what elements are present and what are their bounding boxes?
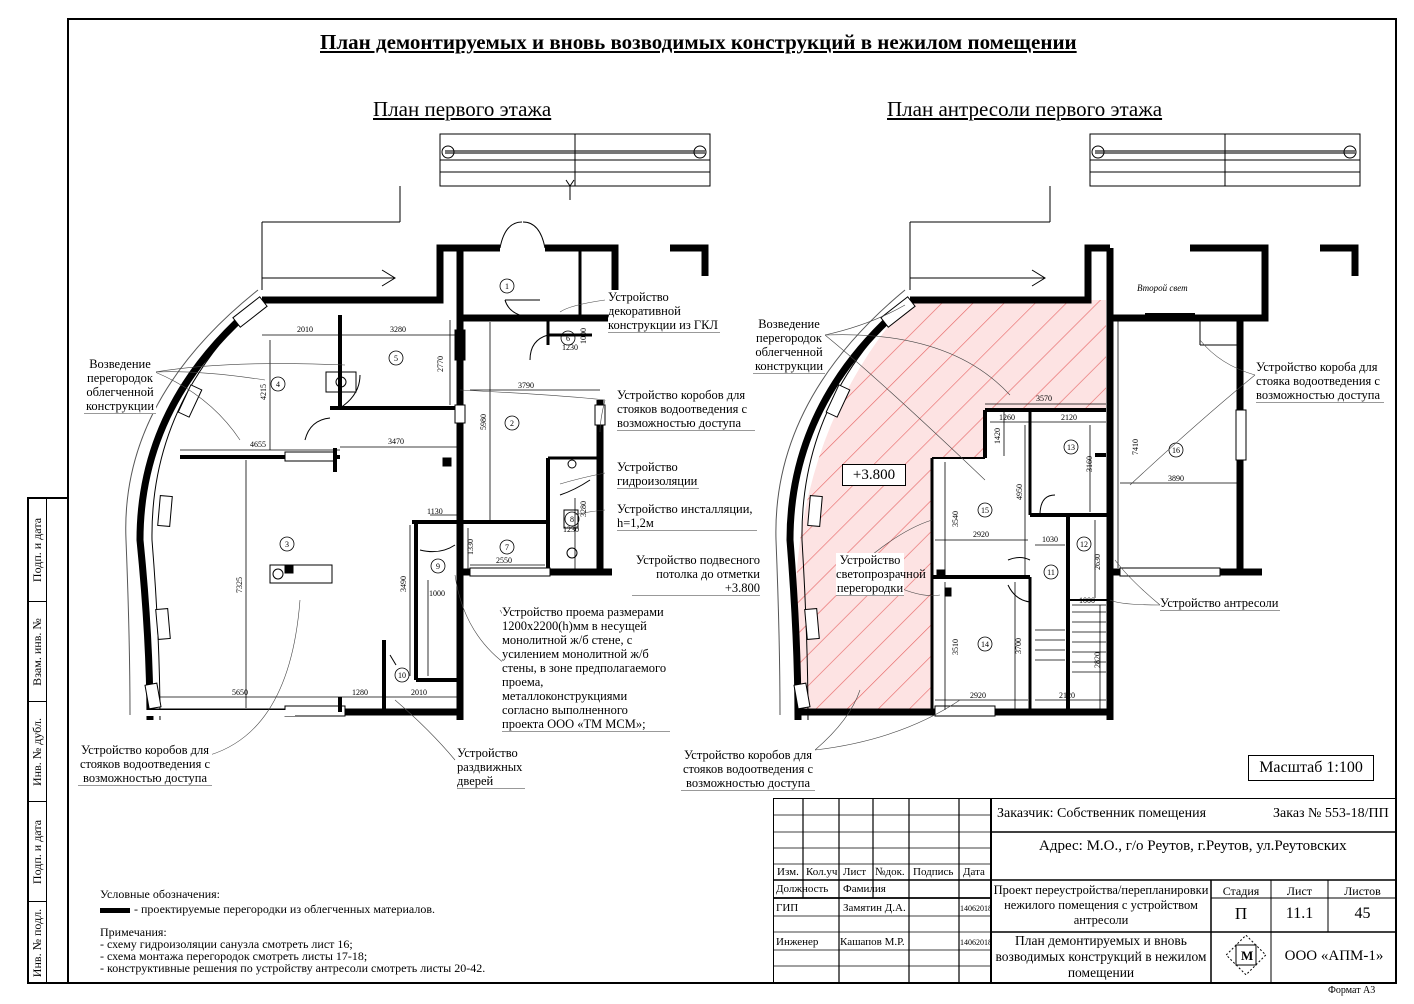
dim-label: 2630 bbox=[1093, 554, 1102, 570]
dim-label: 3700 bbox=[1014, 638, 1023, 654]
hdr-name: Фамилия bbox=[843, 883, 886, 895]
date-gip: 14062018 bbox=[960, 904, 992, 913]
hdr-role: Должность bbox=[776, 883, 829, 895]
dim-label: 2920 bbox=[970, 691, 986, 700]
note-mezzanine: Устройство антресоли bbox=[1160, 596, 1279, 610]
plan-right-title: План антресоли первого этажа bbox=[887, 97, 1163, 121]
room-number: 11 bbox=[1047, 568, 1055, 577]
role-engineer: Инженер bbox=[776, 936, 819, 948]
sidebar-label: Подп. и дата bbox=[30, 517, 44, 583]
note-line: - схему гидроизоляции санузла смотреть лист 16; bbox=[100, 937, 353, 951]
note-riser-box: Устройство короба для стояка водоотведения с возможностью доступа bbox=[1256, 360, 1384, 403]
dim-label: 4655 bbox=[250, 440, 266, 449]
legend-partition-swatch bbox=[100, 908, 130, 913]
page-title: План демонтируемых и вновь возводимых конструкций в нежилом помещении bbox=[320, 30, 1077, 54]
room-number: 10 bbox=[398, 671, 406, 680]
room-number: 9 bbox=[436, 562, 440, 571]
dim-label: 3790 bbox=[518, 381, 534, 390]
note-ceiling: Устройство подвесного потолка до отметки +3.800 bbox=[632, 553, 760, 596]
room-number: 6 bbox=[566, 334, 570, 343]
sidebar-label: Инв. № подл. bbox=[30, 908, 44, 978]
customer: Заказчик: Собственник помещения bbox=[997, 806, 1207, 821]
format-label: Формат А3 bbox=[1328, 985, 1376, 996]
dim-label: 4215 bbox=[259, 384, 268, 400]
dim-label: 1000 bbox=[429, 589, 445, 598]
note-risers-right: Устройство коробов для стояков водоотведения с возможностью доступа bbox=[682, 748, 814, 790]
dim-label: 3280 bbox=[390, 325, 406, 334]
second-light-label: Второй свет bbox=[1137, 283, 1188, 293]
note-partitions-right: Возведение перегородок облегченной конструкции bbox=[754, 317, 824, 373]
room-number: 15 bbox=[981, 506, 989, 515]
dim-label: 2120 bbox=[1059, 691, 1075, 700]
hdr-list: Лист bbox=[843, 866, 867, 878]
room-number: 7 bbox=[505, 543, 509, 552]
level-mark: +3.800 bbox=[842, 464, 906, 486]
room-number: 16 bbox=[1172, 446, 1180, 455]
room-number: 5 bbox=[394, 354, 398, 363]
note-opening: Устройство проема размерами 1200x2200(h)мм в несущей монолитной ж/б стене, с усилением монолитной ж/б стены, в зоне предполагаемого проема, металлоконструкциями согласно выполненного проекта ООО «ТМ МСМ»; bbox=[502, 605, 670, 732]
plan-left-title: План первого этажа bbox=[373, 97, 552, 121]
project-name: Проект переустройства/перепланировки нежилого помещения с устройством антресоли bbox=[993, 883, 1209, 927]
hdr-koluch: Кол.уч bbox=[806, 866, 838, 878]
sidebar-label: Взам. инв. № bbox=[30, 618, 44, 686]
dim-label: 3280 bbox=[579, 501, 588, 517]
name-gip: Замятин Д.А. bbox=[843, 902, 906, 914]
note-waterproofing: Устройство гидроизоляции bbox=[617, 460, 698, 488]
sheet-header: Лист bbox=[1286, 884, 1313, 898]
right-room-numbers bbox=[981, 443, 1180, 649]
hdr-data: Дата bbox=[963, 866, 985, 878]
sheet-title: План демонтируемых и вновь возводимых конструкций в нежилом помещении bbox=[995, 933, 1207, 980]
legend-item: - проектируемые перегородки из облегченных материалов. bbox=[134, 902, 436, 916]
dim-label: 3570 bbox=[1036, 394, 1052, 403]
stage-header: Стадия bbox=[1222, 884, 1260, 898]
dim-label: 7325 bbox=[235, 577, 244, 593]
sidebar-label: Инв. № дубл. bbox=[30, 718, 44, 786]
dim-label: 5980 bbox=[479, 414, 488, 430]
note-glass-partition: Устройство светопрозрачной перегородки bbox=[836, 553, 926, 595]
dim-label: 2920 bbox=[973, 530, 989, 539]
note-line: - схема монтажа перегородок смотреть листы 17-18; bbox=[100, 949, 368, 963]
note-partitions: Возведение перегородок облегченной конструкции bbox=[85, 357, 155, 413]
notes-title: Примечания: bbox=[100, 925, 167, 939]
dim-label: 3890 bbox=[1168, 474, 1184, 483]
dim-label: 2010 bbox=[411, 688, 427, 697]
room-number: 1 bbox=[505, 282, 509, 291]
note-risers-bottom: Устройство коробов для стояков водоотведения с возможностью доступа bbox=[79, 743, 211, 785]
dim-label: 1330 bbox=[466, 539, 475, 555]
room-number: 13 bbox=[1067, 443, 1075, 452]
dim-label: 2010 bbox=[297, 325, 313, 334]
order-number: Заказ № 553-18/ПП bbox=[1273, 806, 1389, 821]
dim-label: 3160 bbox=[1085, 456, 1094, 472]
room-number: 4 bbox=[276, 380, 280, 389]
name-engineer: Кашапов М.Р. bbox=[840, 936, 905, 948]
dim-label: 1230 bbox=[562, 343, 578, 352]
dim-label: 5650 bbox=[232, 688, 248, 697]
note-installation: Устройство инсталляции, h=1,2м bbox=[617, 502, 757, 531]
sheet-value: 11.1 bbox=[1285, 905, 1314, 922]
dim-label: 1420 bbox=[993, 428, 1002, 444]
address: Адрес: М.О., г/о Реутов, г.Реутов, ул.Реутовских bbox=[1039, 838, 1347, 854]
dim-label: 1000 bbox=[1079, 596, 1095, 605]
room-number: 2 bbox=[510, 419, 514, 428]
company-name: ООО «АПМ-1» bbox=[1284, 948, 1384, 964]
scale-label: Масштаб 1:100 bbox=[1248, 755, 1374, 781]
room-number: 12 bbox=[1080, 540, 1088, 549]
dim-label: 3470 bbox=[388, 437, 404, 446]
dim-label: 1000 bbox=[579, 328, 588, 344]
dim-label: 1260 bbox=[999, 413, 1015, 422]
title-block-text bbox=[773, 798, 1397, 984]
dim-label: 1280 bbox=[352, 688, 368, 697]
dim-label: 1030 bbox=[1042, 535, 1058, 544]
company-logo-icon: М bbox=[1241, 948, 1254, 963]
note-sliding-doors: Устройство раздвижных дверей bbox=[457, 746, 525, 789]
dim-label: 7410 bbox=[1131, 439, 1140, 455]
room-number: 3 bbox=[285, 540, 289, 549]
dim-label: 3540 bbox=[951, 511, 960, 527]
sheets-header: Листов bbox=[1344, 884, 1381, 898]
dim-label: 3510 bbox=[951, 639, 960, 655]
note-line: - конструктивные решения по устройству антресоли смотреть листы 20-42. bbox=[100, 961, 486, 975]
stage-value: П bbox=[1234, 904, 1248, 923]
dim-label: 4950 bbox=[1015, 484, 1024, 500]
role-gip: ГИП bbox=[776, 902, 799, 914]
hdr-podpis: Подпись bbox=[913, 866, 954, 878]
dim-label: 2820 bbox=[1093, 652, 1102, 668]
hdr-ndok: №док. bbox=[875, 866, 905, 878]
dim-label: 3490 bbox=[399, 576, 408, 592]
dim-label: 1130 bbox=[427, 507, 443, 516]
plan-mezzanine bbox=[776, 134, 1360, 750]
dim-label: 2770 bbox=[436, 356, 445, 372]
room-number: 8 bbox=[570, 515, 574, 524]
note-gkl: Устройство декоративной конструкции из ГКЛ bbox=[608, 290, 720, 333]
hdr-izm: Изм. bbox=[777, 866, 799, 878]
note-risers: Устройство коробов для стояков водоотведения с возможностью доступа bbox=[617, 388, 755, 431]
room-number: 14 bbox=[981, 640, 989, 649]
sheets-value: 45 bbox=[1354, 905, 1371, 922]
dim-label: 2550 bbox=[496, 556, 512, 565]
legend-title: Условные обозначения: bbox=[100, 887, 221, 901]
sidebar-label: Подп. и дата bbox=[30, 819, 44, 885]
dim-label: 1230 bbox=[563, 525, 579, 534]
dim-label: 2120 bbox=[1061, 413, 1077, 422]
legend bbox=[100, 888, 485, 974]
date-engineer: 14062018 bbox=[960, 938, 992, 947]
